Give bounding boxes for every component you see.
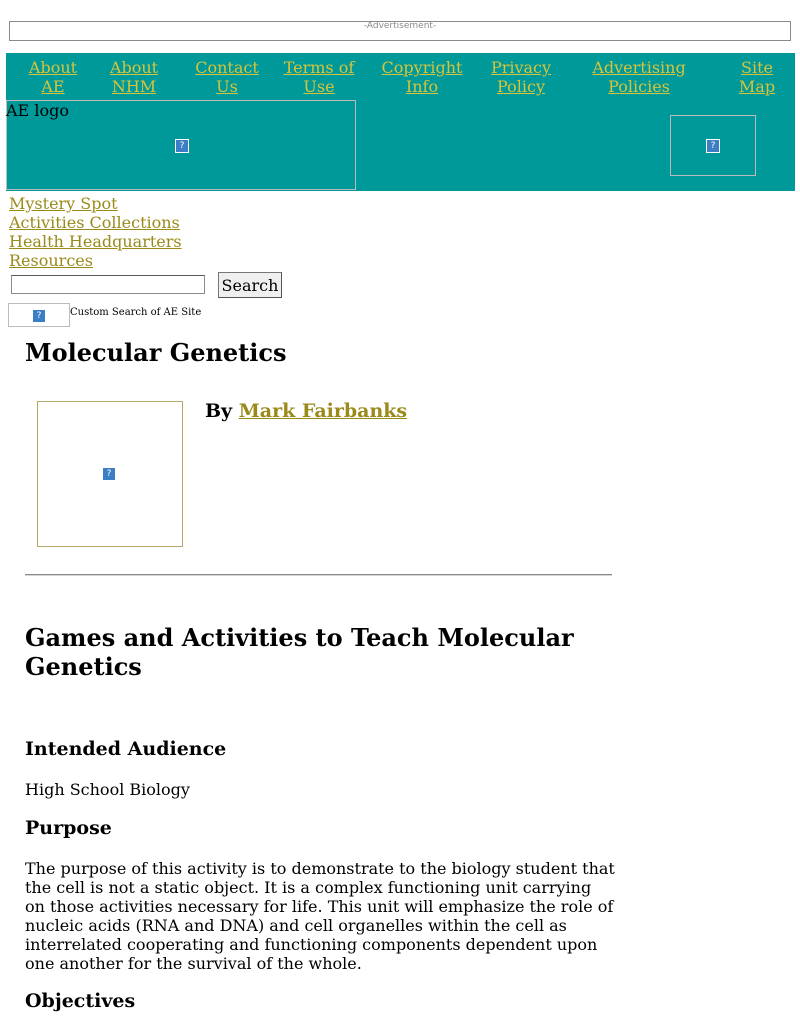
byline	[205, 400, 407, 422]
broken-image-icon: ?	[32, 309, 46, 323]
nav-contact-us[interactable]: Contact Us	[195, 58, 259, 96]
objectives-heading: Objectives	[25, 990, 136, 1012]
search-input[interactable]	[11, 275, 205, 294]
nav-advertising-policies[interactable]: Advertising Policies	[592, 58, 686, 96]
header-banner-image[interactable]	[670, 115, 756, 176]
page-title: Molecular Genetics	[25, 338, 287, 367]
byline-prefix: By	[205, 400, 233, 422]
broken-image-icon: ?	[706, 139, 720, 153]
author-photo	[37, 401, 183, 547]
google-search-logo	[8, 303, 70, 327]
link-health-headquarters[interactable]: Health Headquarters	[9, 232, 182, 251]
nav-about-nhm[interactable]: About NHM	[109, 58, 159, 96]
audience-text: High School Biology	[25, 780, 190, 799]
advertisement-banner[interactable]	[9, 21, 791, 41]
audience-heading: Intended Audience	[25, 738, 227, 760]
site-header	[6, 53, 795, 191]
purpose-text: The purpose of this activity is to demonstrate to the biology student that the cell is not a static object. It is a complex functioning unit carrying on those activities necessary for life. This unit will emphasize the role of nucleic acids (RNA and DNA) and cell organelles within the cell as interrelated cooperating and functioning components dependent upon one another for the survival of the whole.	[25, 859, 615, 973]
link-resources[interactable]: Resources	[9, 251, 93, 270]
nav-about-ae[interactable]: About AE	[28, 58, 78, 96]
article-heading: Games and Activities to Teach Molecular Genetics	[25, 623, 574, 681]
divider	[25, 574, 612, 576]
broken-image-icon: ?	[102, 467, 116, 481]
nav-privacy-policy[interactable]: Privacy Policy	[490, 58, 552, 96]
nav-terms-of-use[interactable]: Terms of Use	[283, 58, 355, 96]
link-mystery-spot[interactable]: Mystery Spot	[9, 194, 118, 213]
custom-search-label: Custom Search of AE Site	[70, 307, 202, 318]
broken-image-icon: ?	[175, 139, 189, 153]
logo-alt-text: AE logo	[6, 101, 69, 120]
nav-site-map[interactable]: Site Map	[738, 58, 776, 96]
advertisement-label: -Advertisement-	[363, 21, 437, 31]
link-activities-collections[interactable]: Activities Collections	[9, 213, 180, 232]
purpose-heading: Purpose	[25, 817, 112, 839]
author-link[interactable]: Mark Fairbanks	[238, 400, 408, 422]
search-button[interactable]: Search	[218, 272, 282, 298]
nav-copyright-info[interactable]: Copyright Info	[381, 58, 463, 96]
